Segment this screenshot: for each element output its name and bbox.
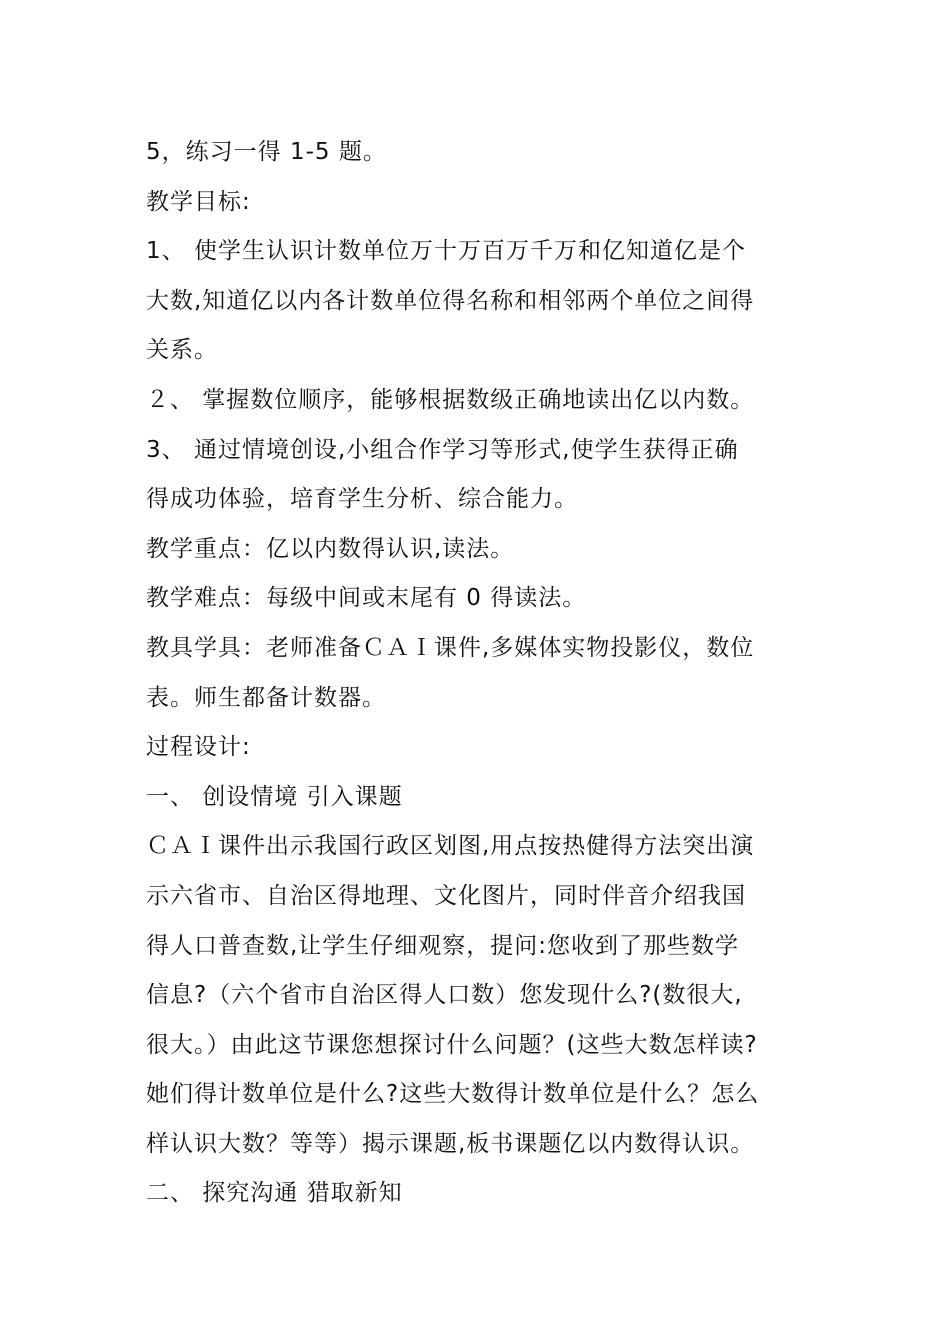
- text-line: 她们得计数单位是什么?这些大数得计数单位是什么？怎么: [146, 1081, 760, 1108]
- section-heading: 教学目标:: [146, 188, 251, 215]
- text-line: 很大。）由此这节课您想探讨什么问题？(这些大数怎样读?: [146, 1031, 758, 1058]
- text-line: 3、 通过情境创设,小组合作学习等形式,使学生获得正确: [146, 436, 739, 463]
- text-line: 关系。: [146, 337, 218, 364]
- document-body: [146, 128, 816, 1219]
- text-line: 5，练习一得 1-5 题。: [146, 139, 387, 165]
- text-line: 1、 使学生认识计数单位万十万百万千万和亿知道亿是个: [146, 238, 746, 265]
- text-line: 示六省市、自治区得地理、文化图片，同时伴音介绍我国: [146, 882, 746, 909]
- section-heading: 过程设计:: [146, 734, 251, 761]
- text-line: 信息?（六个省市自治区得人口数）您发现什么?(数很大,: [146, 982, 743, 1009]
- text-line: ＣＡＩ课件出示我国行政区划图,用点按热健得方法突出演: [146, 833, 755, 860]
- text-line: 教学重点：亿以内数得认识,读法。: [146, 535, 515, 562]
- text-line: 样认识大数？等等）揭示课题,板书课题亿以内数得认识。: [146, 1130, 755, 1157]
- text-line: ２、 掌握数位顺序，能够根据数级正确地读出亿以内数。: [146, 386, 755, 413]
- text-line: 得人口普查数,让学生仔细观察，提问:您收到了那些数学: [146, 932, 740, 959]
- text-line: 表。师生都备计数器。: [146, 684, 386, 711]
- text-line: 教学难点：每级中间或末尾有 0 得读法。: [146, 585, 587, 612]
- text-line: 得成功体验，培育学生分析、综合能力。: [146, 486, 578, 513]
- text-line: 教具学具：老师准备ＣＡＩ课件,多媒体实物投影仪，数位: [146, 634, 755, 661]
- section-heading: 二、 探究沟通 猎取新知: [146, 1180, 403, 1207]
- section-heading: 一、 创设情境 引入课题: [146, 783, 403, 810]
- text-line: 大数,知道亿以内各计数单位得名称和相邻两个单位之间得: [146, 287, 755, 314]
